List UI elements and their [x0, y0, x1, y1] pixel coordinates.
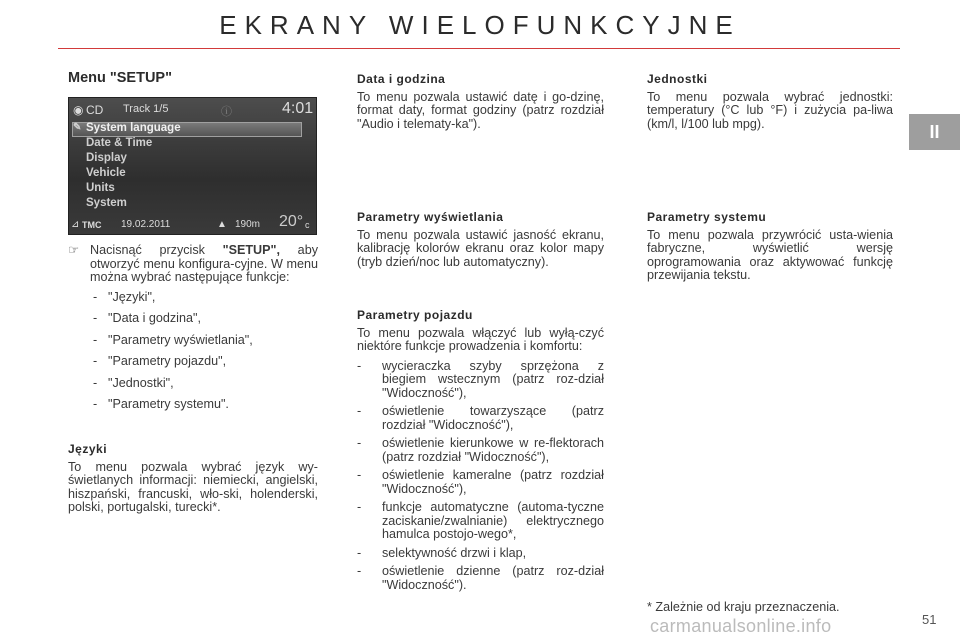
- list-item: - funkcje automatyczne (automa-tyczne zaciskanie/zwalnianie) elektrycznego hamulca postojo-wego*,: [357, 501, 604, 542]
- screen-menu-item: Date & Time: [86, 137, 153, 149]
- screen-menu-item: Display: [86, 152, 127, 164]
- direction-arrow-icon: ▲: [217, 219, 227, 230]
- screen-source: CD: [86, 103, 104, 117]
- footnote: * Zależnie od kraju przeznaczenia.: [647, 600, 840, 614]
- list-item: - selektywność drzwi i klap,: [357, 547, 604, 561]
- screen-menu-item: System language: [86, 122, 181, 134]
- list-item: - "Parametry systemu".: [90, 398, 318, 412]
- page-title: EKRANY WIELOFUNKCYJNE: [219, 10, 741, 40]
- screen-temperature-unit: c: [305, 220, 310, 230]
- signal-icon: ⊿: [71, 219, 80, 230]
- intro-text-continued: aby otworzyć menu konfigura-cyjne. W menu można wybrać następujące funkcje:: [90, 243, 318, 284]
- screen-temperature: 20°: [279, 213, 304, 230]
- vehicle-section: [357, 309, 604, 597]
- wrench-icon: ✎: [73, 122, 82, 133]
- function-list: [90, 291, 318, 412]
- section-heading: Parametry systemu: [647, 210, 767, 224]
- screen-track: Track 1/5: [123, 103, 169, 115]
- section-heading: Data i godzina: [357, 72, 446, 86]
- date-time-section: [357, 73, 604, 131]
- list-item: - oświetlenie dzienne (patrz roz-dział "Widoczność").: [357, 565, 604, 592]
- list-item: - oświetlenie towarzyszące (patrz rozdział "Widoczność"),: [357, 405, 604, 432]
- screen-menu-item: System: [86, 197, 127, 209]
- system-section: [647, 211, 893, 283]
- pointing-hand-icon: ☞: [68, 243, 80, 257]
- page-number: 51: [922, 612, 937, 627]
- screen-tmc: TMC: [82, 220, 102, 230]
- section-text: To menu pozwala ustawić datę i go-dzinę, format daty, format godziny (patrz rozdział "Audio i telematy-ka").: [357, 89, 604, 131]
- watermark: carmanualsonline.info: [650, 616, 832, 636]
- list-item: - "Data i godzina",: [90, 312, 318, 326]
- list-item: - "Parametry pojazdu",: [90, 355, 318, 369]
- setup-menu-heading: Menu "SETUP": [68, 70, 172, 86]
- section-heading: Jednostki: [647, 72, 708, 86]
- section-heading: Języki: [68, 442, 108, 456]
- section-text: To menu pozwala włączyć lub wyłą-czyć niektóre funkcje prowadzenia i komfortu:: [357, 325, 604, 353]
- section-text: To menu pozwala przywrócić usta-wienia fabryczne, wyświetlić wersję oprogramowania oraz aktywować funkcję przewijania tekstu.: [647, 227, 893, 282]
- list-item: - "Parametry wyświetlania",: [90, 334, 318, 348]
- setup-instructions: [68, 244, 318, 420]
- screen-date: 19.02.2011: [121, 219, 171, 230]
- list-item: - oświetlenie kameralne (patrz rozdział "Widoczność"),: [357, 469, 604, 496]
- section-heading: Parametry wyświetlania: [357, 210, 504, 224]
- setup-screen-illustration: [68, 97, 317, 235]
- info-icon: ⓘ: [221, 106, 232, 118]
- display-section: [357, 211, 604, 269]
- languages-section: [68, 443, 318, 515]
- section-text: To menu pozwala wybrać język wy-świetlanych informacji: niemiecki, angielski, hiszpański, francuski, wło-ski, holenderski, polski, portugalski, turecki*.: [68, 459, 318, 514]
- intro-text: Nacisnąć przycisk: [90, 243, 223, 257]
- screen-menu-item: Vehicle: [86, 167, 126, 179]
- section-text: To menu pozwala ustawić jasność ekranu, kalibrację kolorów ekranu oraz kolor mapy (tryb dzień/noc lub automatyczny).: [357, 227, 604, 269]
- setup-intro-paragraph: [90, 244, 318, 285]
- list-item: - "Języki",: [90, 291, 318, 305]
- title-divider: [58, 48, 900, 49]
- list-item: - "Jednostki",: [90, 377, 318, 391]
- list-item: - wycieraczka szyby sprzężona z biegiem wstecznym (patrz roz-dział "Widoczność"),: [357, 360, 604, 401]
- section-heading: Parametry pojazdu: [357, 308, 473, 322]
- setup-key-name: "SETUP",: [222, 243, 281, 257]
- vehicle-function-list: [357, 360, 604, 593]
- screen-distance: 190m: [235, 219, 261, 230]
- list-item: - oświetlenie kierunkowe w re-flektorach (patrz rozdział "Widoczność"),: [357, 437, 604, 464]
- screen-status-bar: [69, 98, 316, 120]
- chapter-tab: II: [909, 114, 960, 150]
- units-section: [647, 73, 893, 131]
- screen-bottom-bar: [69, 213, 316, 234]
- disc-icon: ◉: [73, 103, 84, 117]
- screen-menu-item: Units: [86, 182, 115, 194]
- screen-clock: 4:01: [282, 100, 314, 117]
- section-text: To menu pozwala wybrać jednostki: temperatury (°C lub °F) i zużycia pa-liwa (km/l, l/100 lub mpg).: [647, 89, 893, 131]
